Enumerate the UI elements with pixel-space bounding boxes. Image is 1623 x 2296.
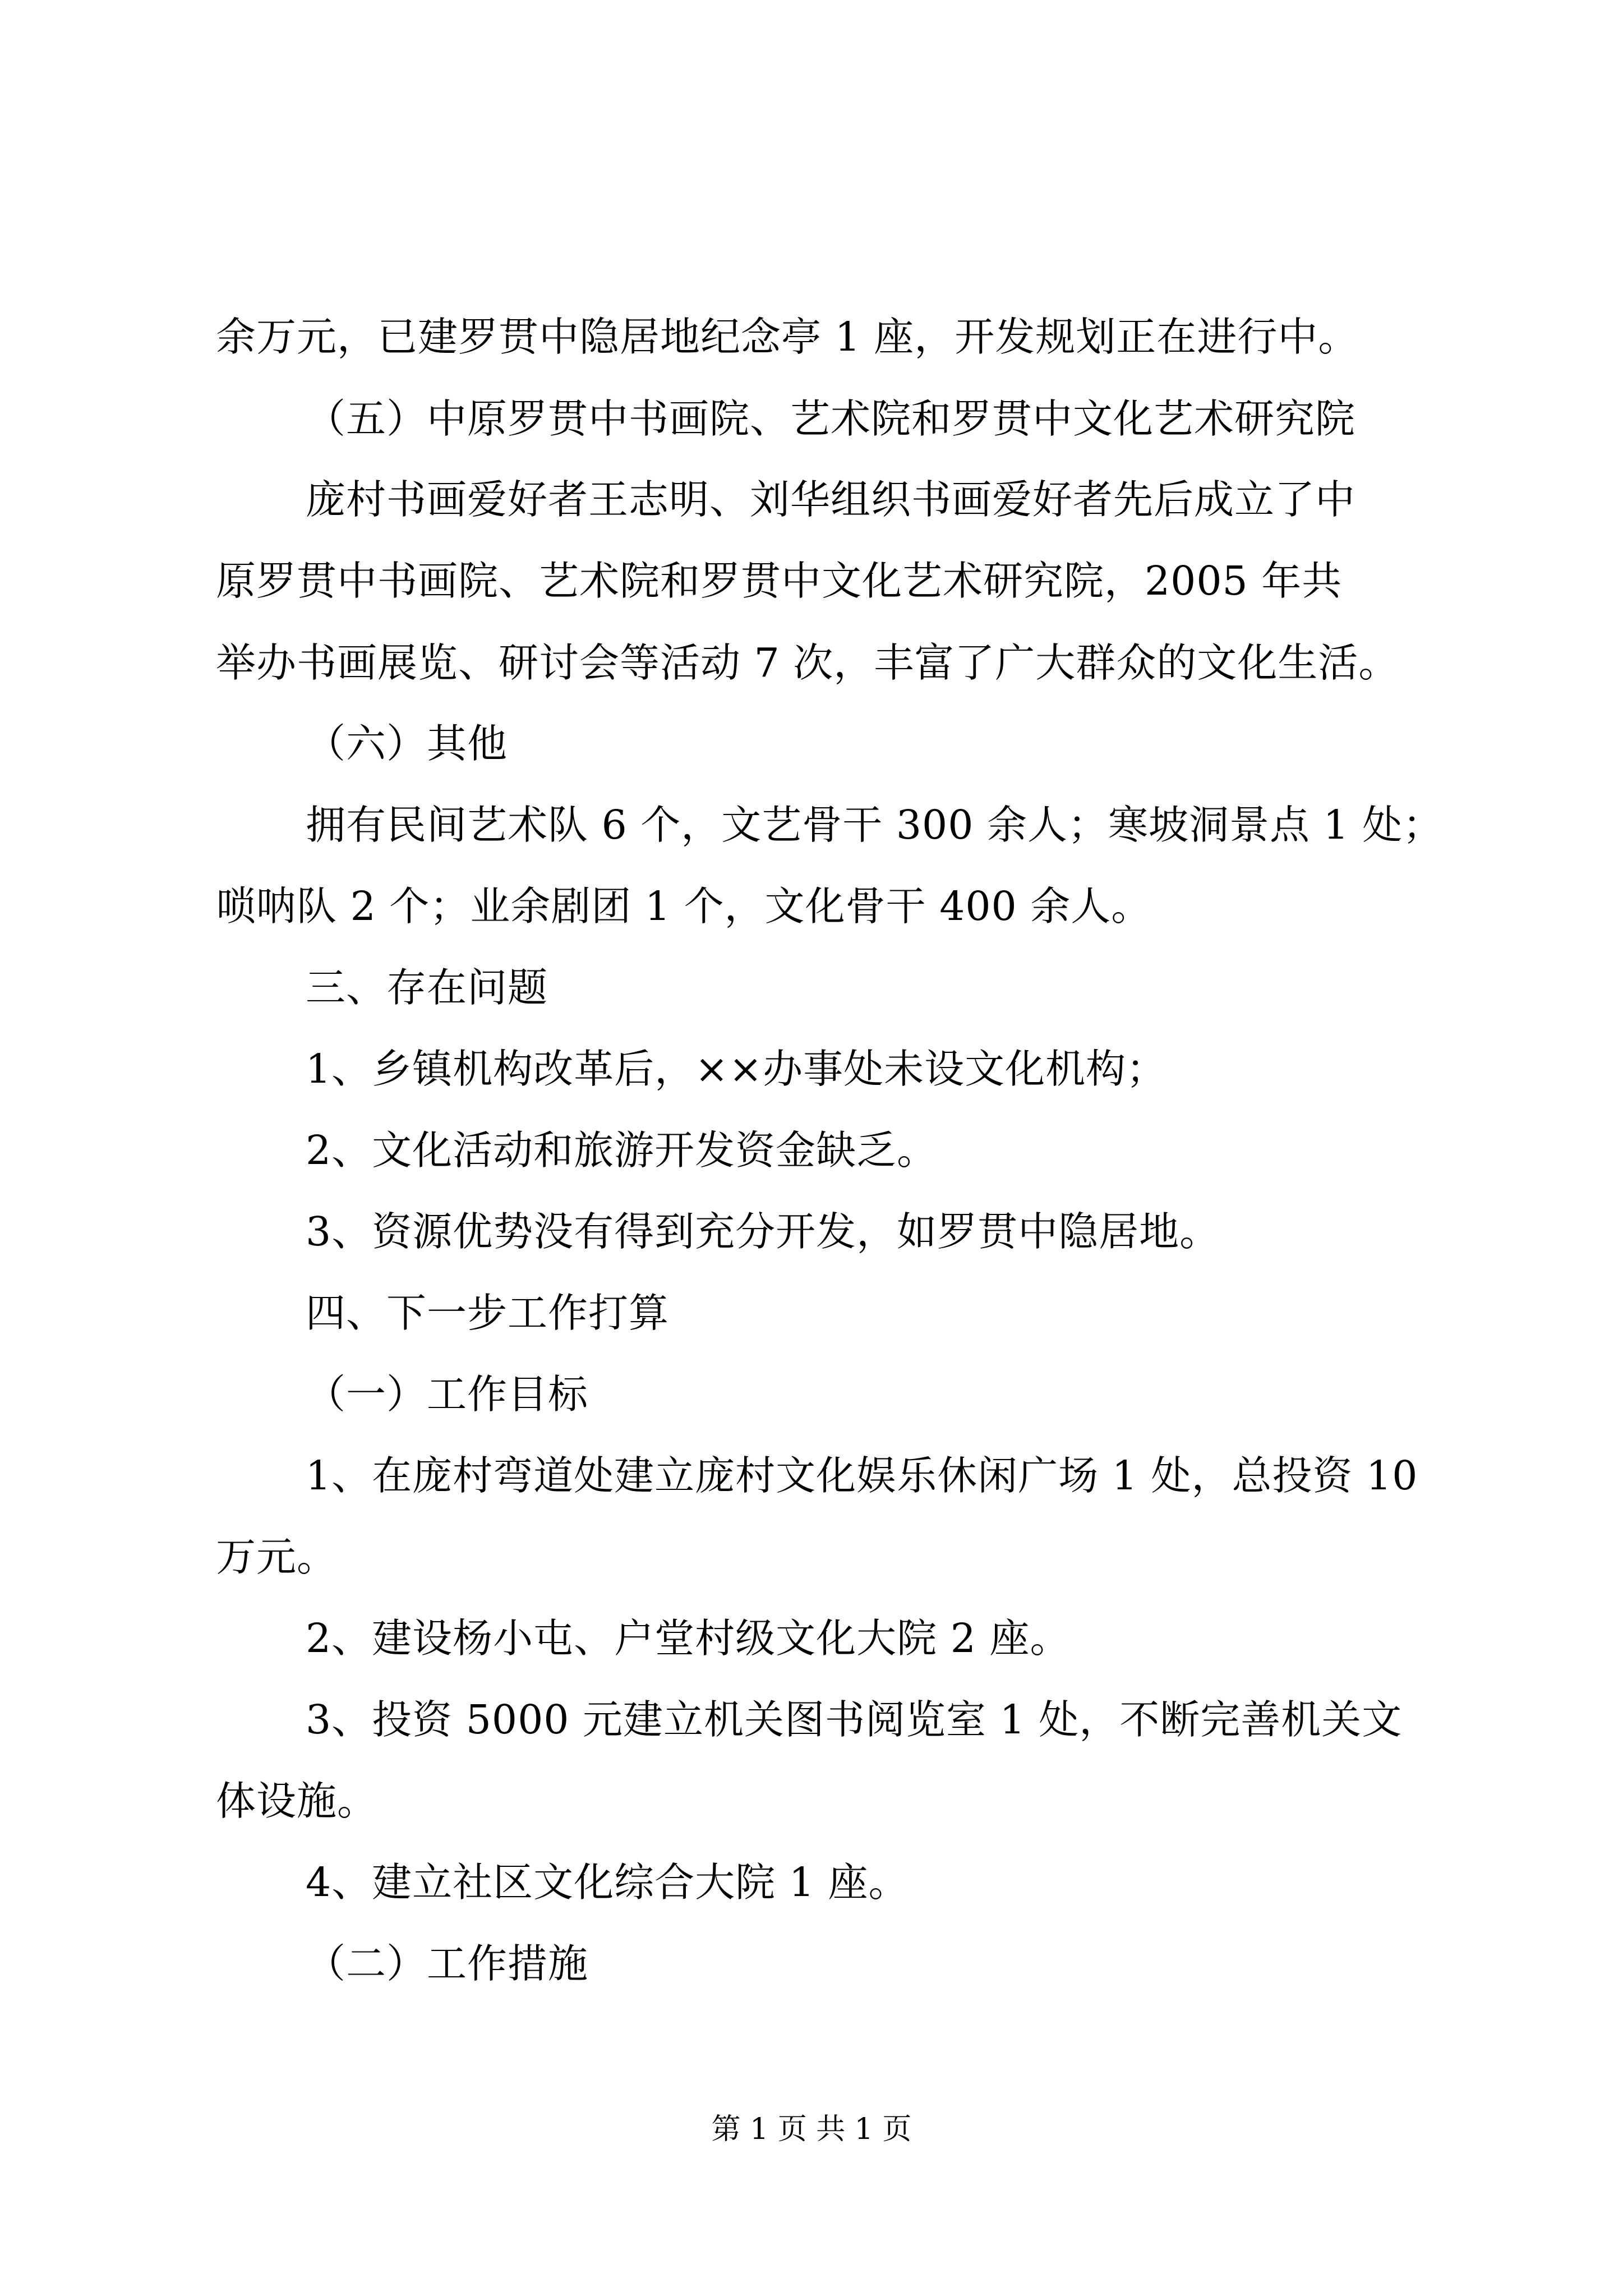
list-item: 2、建设杨小屯、户堂村级文化大院 2 座。: [306, 1615, 1071, 1662]
text-line: 体设施。: [216, 1778, 378, 1824]
text-line: 万元。: [216, 1534, 338, 1580]
section-heading: （五）中原罗贯中书画院、艺术院和罗贯中文化艺术研究院: [306, 395, 1356, 442]
section-heading: （一）工作目标: [306, 1371, 589, 1418]
list-item: 1、乡镇机构改革后，××办事处未设文化机构；: [306, 1046, 1167, 1092]
text-line: 庞村书画爱好者王志明、刘华组织书画爱好者先后成立了中: [306, 476, 1356, 523]
list-item: 1、在庞村弯道处建立庞村文化娱乐休闲广场 1 处，总投资 10: [306, 1452, 1418, 1499]
page-footer: 第 1 页 共 1 页: [711, 2113, 912, 2146]
text-line: 拥有民间艺术队 6 个，文艺骨干 300 余人；寒坡洞景点 1 处；: [306, 802, 1444, 848]
section-heading: 三、存在问题: [306, 964, 548, 1011]
list-item: 3、资源优势没有得到充分开发，如罗贯中隐居地。: [306, 1208, 1220, 1255]
text-line: 原罗贯中书画院、艺术院和罗贯中文化艺术研究院，2005 年共: [216, 558, 1343, 604]
list-item: 4、建立社区文化综合大院 1 座。: [306, 1859, 909, 1906]
list-item: 2、文化活动和旅游开发资金缺乏。: [306, 1127, 938, 1174]
text-line: 余万元，已建罗贯中隐居地纪念亭 1 座，开发规划正在进行中。: [216, 314, 1359, 360]
text-line: 唢呐队 2 个；业余剧团 1 个，文化骨干 400 余人。: [216, 883, 1152, 930]
section-heading: （二）工作措施: [306, 1940, 589, 1987]
section-heading: 四、下一步工作打算: [306, 1290, 670, 1336]
text-line: 举办书画展览、研讨会等活动 7 次，丰富了广大群众的文化生活。: [216, 639, 1399, 686]
section-heading: （六）其他: [306, 720, 508, 767]
list-item: 3、投资 5000 元建立机关图书阅览室 1 处，不断完善机关文: [306, 1696, 1403, 1743]
